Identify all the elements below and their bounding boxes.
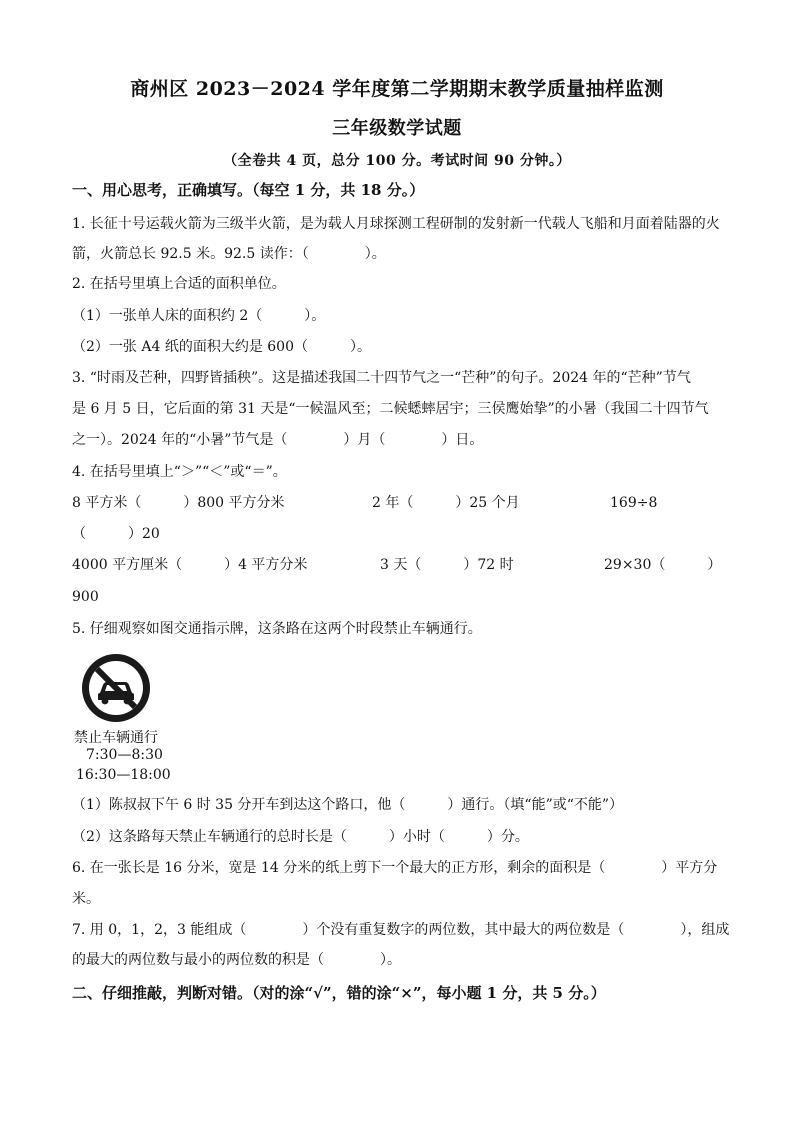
q7-line1: 7. 用 0，1，2，3 能组成（ ）个没有重复数字的两位数，其中最大的两位数是（ ），组成 (72, 922, 730, 938)
sign-time-1: 7:30—8:30 (86, 747, 163, 763)
q3-line2: 是 6 月 5 日，它后面的第 31 天是“一候温风至；二候蟋蟀居宇；三侯鹰始挚”的小暑（我国二十四节气 (72, 401, 709, 417)
q4-item-5: 3 天（ ）72 时 (380, 557, 514, 573)
q1-line2: 箭，火箭总长 92.5 米。92.5 读作：（ ）。 (72, 246, 386, 262)
q2-part1: （1）一张单人床的面积约 2（ ）。 (72, 308, 326, 324)
q5-part1: （1）陈叔叔下午 6 时 35 分开车到达这个路口，他（ ）通行。（填“能”或“不能”） (72, 797, 624, 813)
exam-note: （全卷共 4 页，总分 100 分。考试时间 90 分钟。） (223, 153, 571, 169)
q6-line2: 米。 (72, 891, 100, 907)
q2-part2: （2）一张 A4 纸的面积大约是 600（ ）。 (72, 339, 371, 355)
q5-stem: 5. 仔细观察如图交通指示牌，这条路在这两个时段禁止车辆通行。 (72, 621, 482, 637)
q4-item-6-cont: 900 (72, 589, 99, 605)
q5-part2: （2）这条路每天禁止车辆通行的总时长是（ ）小时（ ）分。 (72, 829, 529, 845)
q4-item-3: 169÷8 (610, 495, 658, 511)
q1-line1: 1. 长征十号运载火箭为三级半火箭，是为载人月球探测工程研制的发射新一代载人飞船和月面着陆器的火 (72, 216, 720, 232)
no-vehicles-sign-icon (80, 652, 152, 724)
section2-heading: 二、仔细推敲，判断对错。（对的涂“√”，错的涂“×”，每小题 1 分，共 5 分。） (72, 984, 606, 1002)
q2-stem: 2. 在括号里填上合适的面积单位。 (72, 276, 286, 292)
q7-line2: 的最大的两位数与最小的两位数的积是（ ）。 (72, 952, 401, 968)
q4-item-1: 8 平方米（ ）800 平方分米 (72, 495, 285, 511)
exam-subtitle: 三年级数学试题 (332, 118, 462, 139)
q4-item-4: 4000 平方厘米（ ）4 平方分米 (72, 557, 308, 573)
sign-time-2: 16:30—18:00 (76, 767, 171, 783)
q3-line1: 3. “时雨及芒种，四野皆插秧”。这是描述我国二十四节气之一“芒种”的句子。2024 年的“芒种”节气 (72, 370, 691, 386)
q4-item-3-cont: （ ）20 (72, 526, 160, 542)
q3-line3: 之一）。2024 年的“小暑”节气是（ ）月（ ）日。 (72, 432, 484, 448)
q4-item-2: 2 年（ ）25 个月 (372, 495, 520, 511)
exam-title: 商州区 2023－2024 学年度第二学期期末教学质量抽样监测 (130, 78, 664, 100)
q4-stem: 4. 在括号里填上“＞”“＜”或“＝”。 (72, 464, 287, 480)
section1-heading: 一、用心思考，正确填写。（每空 1 分，共 18 分。） (72, 181, 425, 199)
q6-line1: 6. 在一张长是 16 分米，宽是 14 分米的纸上剪下一个最大的正方形，剩余的面积是（ ）平方分 (72, 860, 718, 876)
q4-item-6: 29×30（ ） (604, 557, 722, 573)
sign-label: 禁止车辆通行 (74, 730, 158, 746)
